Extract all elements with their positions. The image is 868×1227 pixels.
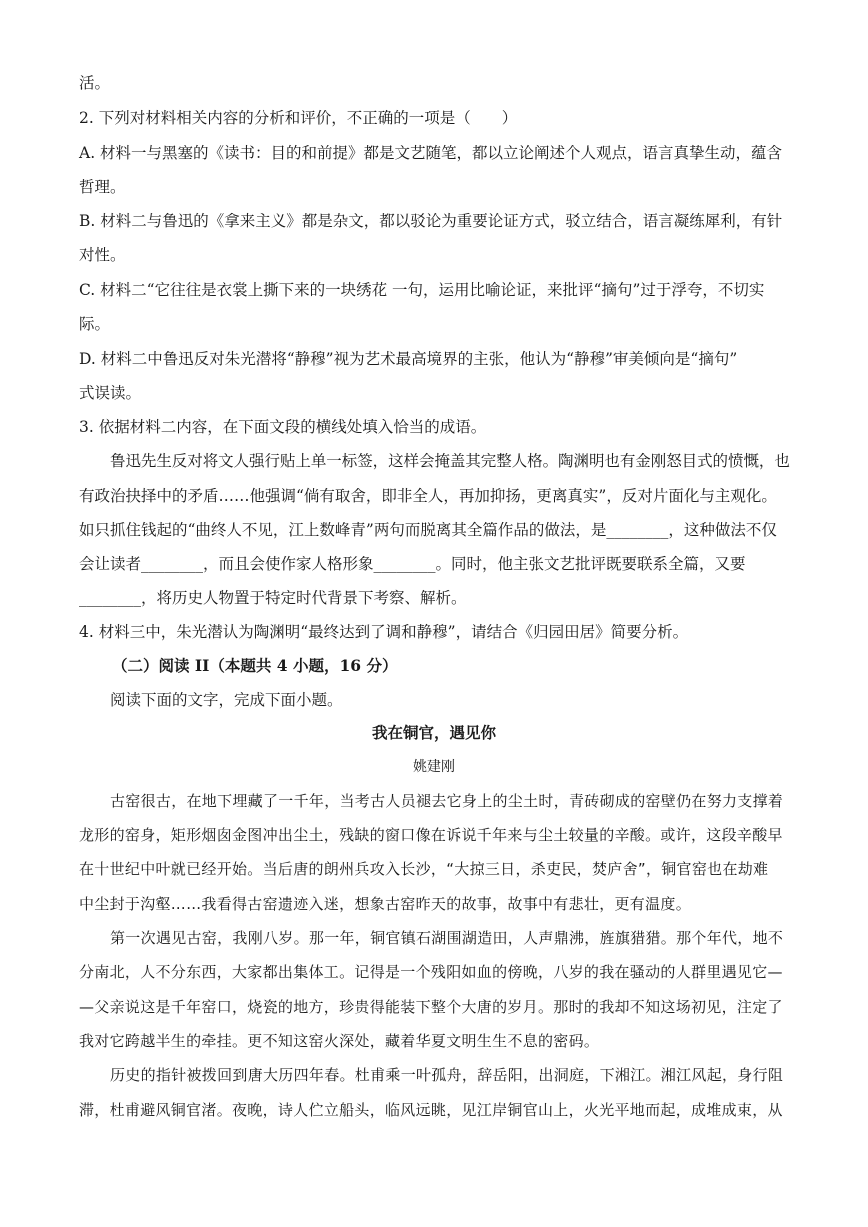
text-line: 对性。 xyxy=(79,246,126,264)
option-d: D. 材料二中鲁迅反对朱光潜将“静穆”视为艺术最高境界的主张，他认为“静穆”审美倾向是“摘句” xyxy=(79,350,738,368)
passage-line: 如只抓住钱起的“曲终人不见，江上数峰青”两句而脱离其全篇作品的做法，是________，这种做法不仅 xyxy=(79,521,777,539)
article-line: —父亲说这是千年窑口，烧瓷的地方，珍贵得能装下整个大唐的岁月。那时的我却不知这场初见，注定了 xyxy=(79,998,783,1016)
question-2: 2. 下列对材料相关内容的分析和评价，不正确的一项是（ ） xyxy=(79,109,518,127)
article-line: 我对它跨越半生的牵挂。更不知这窑火深处，藏着华夏文明生生不息的密码。 xyxy=(79,1032,600,1050)
option-a: A. 材料一与黑塞的《读书：目的和前提》都是文艺随笔，都以立论阐述个人观点，语言真挚生动，蕴含 xyxy=(79,144,783,162)
article-line: 分南北，人不分东西，大家都出集体工。记得是一个残阳如血的傍晚，八岁的我在骚动的人群里遇见它— xyxy=(79,963,783,981)
instruction: 阅读下面的文字，完成下面小题。 xyxy=(110,691,343,709)
text-line: 活。 xyxy=(79,74,111,92)
article-line: 历史的指针被拨回到唐大历四年春。杜甫乘一叶孤舟，辞岳阳，出洞庭，下湘江。湘江风起，身行阻 xyxy=(110,1066,784,1084)
passage-line: ________，将历史人物置于特定时代背景下考察、解析。 xyxy=(79,589,467,607)
article-author: 姚建刚 xyxy=(413,759,455,775)
passage-line: 鲁迅先生反对将文人强行贴上单一标签，这样会掩盖其完整人格。陶渊明也有金刚怒目式的愤慨，也 xyxy=(110,452,790,470)
section-heading: （二）阅读 II（本题共 4 小题，16 分） xyxy=(112,656,398,675)
question-3: 3. 依据材料二内容，在下面文段的横线处填入恰当的成语。 xyxy=(79,418,487,436)
article-line: 中尘封于沟壑……我看得古窑遗迹入迷，想象古窑昨天的故事，故事中有悲壮，更有温度。 xyxy=(79,895,692,913)
option-c: C. 材料二“它往往是衣裳上撕下来的一块绣花 一句，运用比喻论证，来批评“摘句”过于浮夸，不切实 xyxy=(79,281,765,299)
article-line: 第一次遇见古窑，我刚八岁。那一年，铜官镇石湖围湖造田，人声鼎沸，旌旗猎猎。那个年代，地不 xyxy=(110,929,784,947)
passage-line: 有政治抉择中的矛盾……他强调“倘有取舍，即非全人，再加抑扬，更离真实”，反对片面化与主观化。 xyxy=(79,487,777,505)
article-line: 龙形的窑身，矩形烟囱金图冲出尘土，残缺的窗口像在诉说千年来与尘土较量的辛酸。或许，这段辛酸早 xyxy=(79,826,783,844)
text-line: 式误读。 xyxy=(79,384,142,402)
article-line: 滞，杜甫避风铜官渚。夜晚，诗人伫立船头，临风远眺，见江岸铜官山上，火光平地而起，成堆成束，从 xyxy=(79,1101,783,1119)
text-line: 哲理。 xyxy=(79,178,126,196)
option-b: B. 材料二与鲁迅的《拿来主义》都是杂文，都以驳论为重要论证方式，驳立结合，语言凝练犀利，有针 xyxy=(79,212,783,230)
question-4: 4. 材料三中，朱光潜认为陶渊明“最终达到了调和静穆”，请结合《归园田居》简要分析。 xyxy=(79,623,689,641)
text-line: 际。 xyxy=(79,315,111,333)
passage-line: 会让读者________，而且会使作家人格形象________。同时，他主张文艺批评既要联系全篇，又要 xyxy=(79,555,746,573)
article-title: 我在铜官，遇见你 xyxy=(371,723,496,742)
article-line: 在十世纪中叶就已经开始。当后唐的朗州兵攻入长沙，“大掠三日，杀吏民，焚庐舍”，铜官窑也在劫难 xyxy=(79,860,769,878)
article-line: 古窑很古，在地下埋藏了一千年，当考古人员褪去它身上的尘土时，青砖砌成的窑壁仍在努力支撑着 xyxy=(110,792,784,810)
